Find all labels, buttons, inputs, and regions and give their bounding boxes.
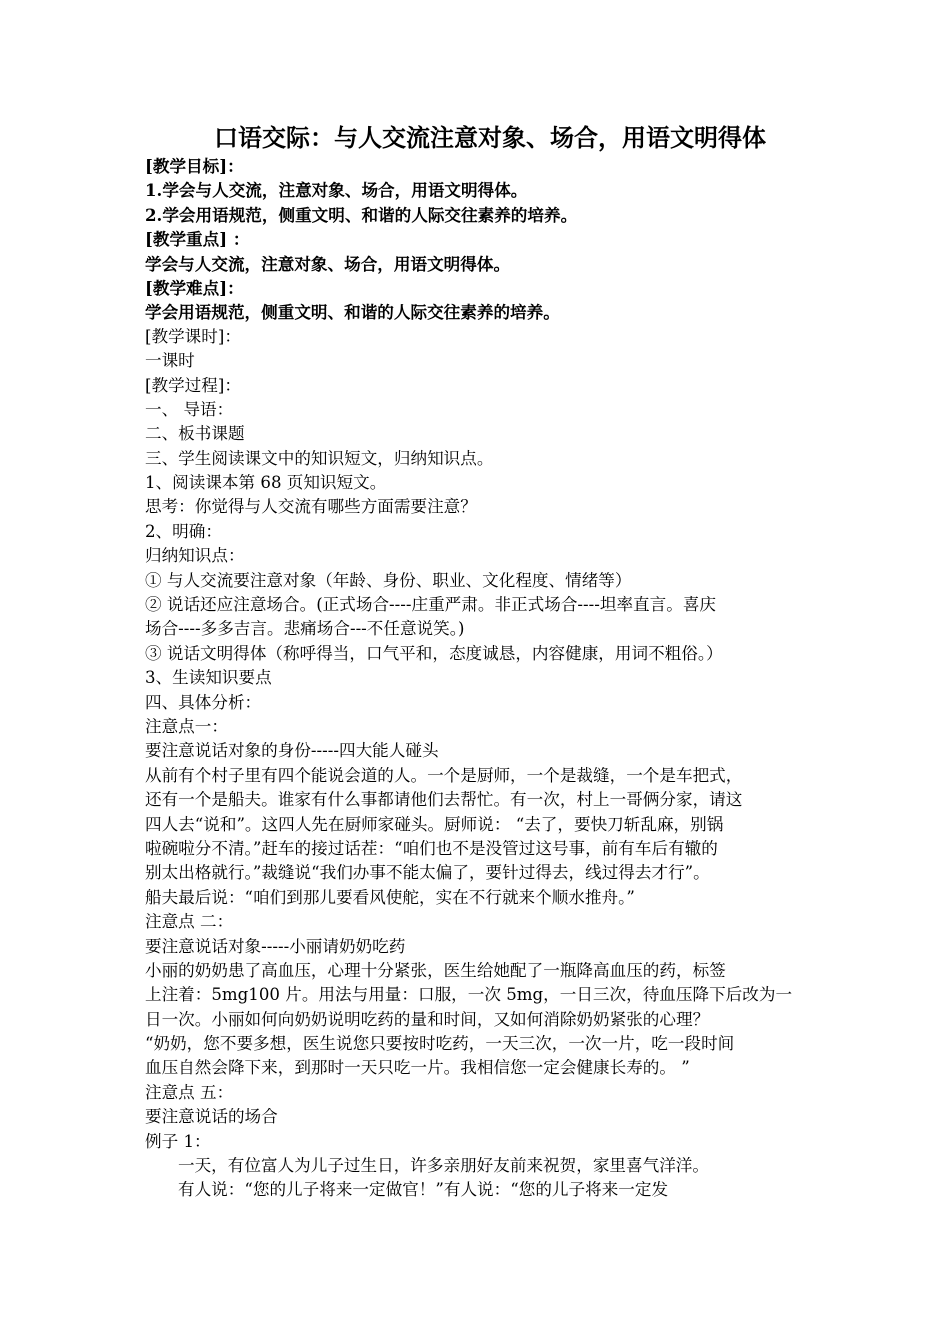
text-line: 小丽的奶奶患了高血压，心理十分紧张，医生给她配了一瓶降高血压的药，标签 xyxy=(145,960,726,980)
text-line: 四人去“说和”。这四人先在厨师家碰头。厨师说： “去了，要快刀斩乱麻，别锅 xyxy=(145,814,724,834)
text-line: 啦碗啦分不清。”赶车的接过话茬：“咱们也不是没管过这号事，前有车后有辙的 xyxy=(145,838,718,858)
text-line: 一课时 xyxy=(145,351,195,371)
text-line: 船夫最后说：“咱们到那儿要看风使舵，实在不行就来个顺水推舟。” xyxy=(145,887,635,907)
document-title: 口语交际：与人交流注意对象、场合，用语文明得体 xyxy=(214,123,766,152)
bold-text-line: 1.学会与人交流，注意对象、场合，用语文明得体。 xyxy=(145,180,528,201)
text-line: 要注意说话对象-----小丽请奶奶吃药 xyxy=(145,936,406,956)
text-line: 二、板书课题 xyxy=(145,424,245,444)
text-line: 有人说：“您的儿子将来一定做官！”有人说：“您的儿子将来一定发 xyxy=(178,1180,669,1200)
text-line: [教学课时]： xyxy=(145,326,241,346)
text-line: 注意点 二： xyxy=(145,912,234,932)
text-line: 思考：你觉得与人交流有哪些方面需要注意？ xyxy=(145,497,477,517)
bold-text-line: 学会用语规范，侧重文明、和谐的人际交往素养的培养。 xyxy=(145,302,560,323)
text-line: ② 说话还应注意场合。(正式场合----庄重严肃。非正式场合----坦率直言。喜庆 xyxy=(145,595,717,615)
text-line: 一天，有位富人为儿子过生日，许多亲朋好友前来祝贺，家里喜气洋洋。 xyxy=(178,1156,709,1176)
bold-text-line: [教学重点] ： xyxy=(145,229,250,250)
text-line: ③ 说话文明得体（称呼得当，口气平和，态度诚恳，内容健康，用词不粗俗。） xyxy=(145,643,723,663)
text-line: 要注意说话的场合 xyxy=(145,1107,278,1127)
text-line: 还有一个是船夫。谁家有什么事都请他们去帮忙。有一次，村上一哥俩分家，请这 xyxy=(145,790,743,810)
text-line: 3、生读知识要点 xyxy=(145,668,272,688)
text-line: 例子 1： xyxy=(145,1131,211,1151)
text-line: 三、学生阅读课文中的知识短文，归纳知识点。 xyxy=(145,448,494,468)
text-line: 上注着：5mg100 片。用法与用量：口服，一次 5mg，一日三次，待血压降下后改为一 xyxy=(145,985,793,1005)
text-line: 1、阅读课本第 68 页知识短文。 xyxy=(145,473,387,493)
bold-text-line: 2.学会用语规范，侧重文明、和谐的人际交往素养的培养。 xyxy=(145,204,578,225)
text-line: 注意点 五： xyxy=(145,1082,234,1102)
text-line: 血压自然会降下来，到那时一天只吃一片。我相信您一定会健康长寿的。 ” xyxy=(145,1058,690,1078)
text-line: 四、具体分析： xyxy=(145,692,262,712)
text-line: 2、明确： xyxy=(145,521,222,541)
text-line: 从前有个村子里有四个能说会道的人。一个是厨师，一个是裁缝，一个是车把式， xyxy=(145,765,743,785)
document-body xyxy=(145,154,815,1203)
text-line: 要注意说话对象的身份-----四大能人碰头 xyxy=(145,741,439,761)
text-line: [教学过程]： xyxy=(145,375,241,395)
text-line: 场合----多多吉言。悲痛场合---不任意说笑。) xyxy=(145,619,465,639)
text-line: “奶奶，您不要多想，医生说您只要按时吃药，一天三次，一次一片，吃一段时间 xyxy=(145,1034,735,1054)
document-page xyxy=(145,122,815,1203)
text-line: 一、 导语： xyxy=(145,399,234,419)
text-line: 归纳知识点： xyxy=(145,546,245,566)
bold-text-line: 学会与人交流，注意对象、场合，用语文明得体。 xyxy=(145,253,511,274)
text-line: 别太出格就行。”裁缝说“我们办事不能太偏了，要针过得去，线过得去才行”。 xyxy=(145,863,710,883)
bold-text-line: [教学目标]： xyxy=(145,156,244,176)
text-line: 日一次。小丽如何向奶奶说明吃药的量和时间，又如何消除奶奶紧张的心理？ xyxy=(145,1009,710,1029)
text-line: ① 与人交流要注意对象（年龄、身份、职业、文化程度、情绪等） xyxy=(145,570,632,590)
text-line: 注意点一： xyxy=(145,716,228,736)
bold-text-line: [教学难点]： xyxy=(145,277,244,298)
